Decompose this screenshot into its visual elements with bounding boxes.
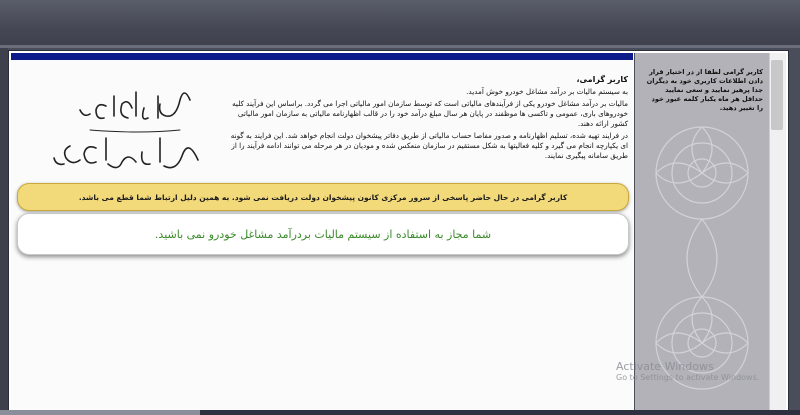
calligraphy-logo-icon <box>40 70 220 180</box>
access-denied-box <box>17 213 629 255</box>
taskbar-strip <box>0 410 800 415</box>
intro-paragraph-1: مالیات بر درآمد مشاغل خودرو یکی از فرآیندهای مالیاتی است که توسط سازمان امور مالیاتی اجرا می گردد. براساس این فرآیند کلیه خودروهای باری، عمومی و تاکسی ها موظفند در پایان هر سال مبلغ درآمد خود را در قالب اظهارنامه مالیاتی به سازمان امور مالیاتی کشور ارائه دهند. <box>232 99 628 128</box>
server-notice-text: کاربر گرامی در حال حاضر پاسخی از سرور مرکزی کانون پیشخوان دولت دریافت نمی شود. به همین دلیل ارتباط شما قطع می باشد. <box>78 192 568 202</box>
browser-top-band <box>0 0 800 48</box>
intro-text-block <box>222 75 628 185</box>
scrollbar-thumb[interactable] <box>771 60 783 130</box>
system-logo <box>40 70 220 180</box>
intro-paragraph-2: در فرایند تهیه شده، تسلیم اظهارنامه و صدور مفاصا حساب مالیاتی از طریق دفاتر پیشخوان دولت انجام خواهد شد. این فرایند به گونه ای یکپارچه انجام می گیرد و کلیه فعالیتها به شکل مستقیم در سازمان منعکس شده و مودیان در هر مرحله می توانند ادامه فرآیند را از طریق سامانه پیگیری نمایند. <box>230 131 628 160</box>
intro-greeting: کاربر گرامی، <box>576 75 628 84</box>
watermark-subtitle: Go to Settings to activate Windows. <box>616 373 760 382</box>
access-denied-text: شما مجاز به استفاده از سیستم مالیات بردرآمد مشاغل خودرو نمی باشید. <box>154 227 492 241</box>
intro-welcome: به سیستم مالیات بر درآمد مشاغل خودرو خوش آمدید. <box>466 87 628 96</box>
activation-watermark <box>616 360 776 390</box>
left-rail <box>0 48 8 415</box>
server-notice-banner <box>17 183 629 211</box>
header-accent-strip <box>11 53 633 60</box>
sidebar-security-tip: کاربر گرامی لطفا از در اختیار قرار دادن اطلاعات کاربری خود به دیگران جدا پرهیز نمایید و سعی نمایید حداقل هر ماه یکبار کلمه عبور خود را تغییر دهید. <box>646 68 763 112</box>
watermark-title: Activate Windows <box>616 360 714 373</box>
